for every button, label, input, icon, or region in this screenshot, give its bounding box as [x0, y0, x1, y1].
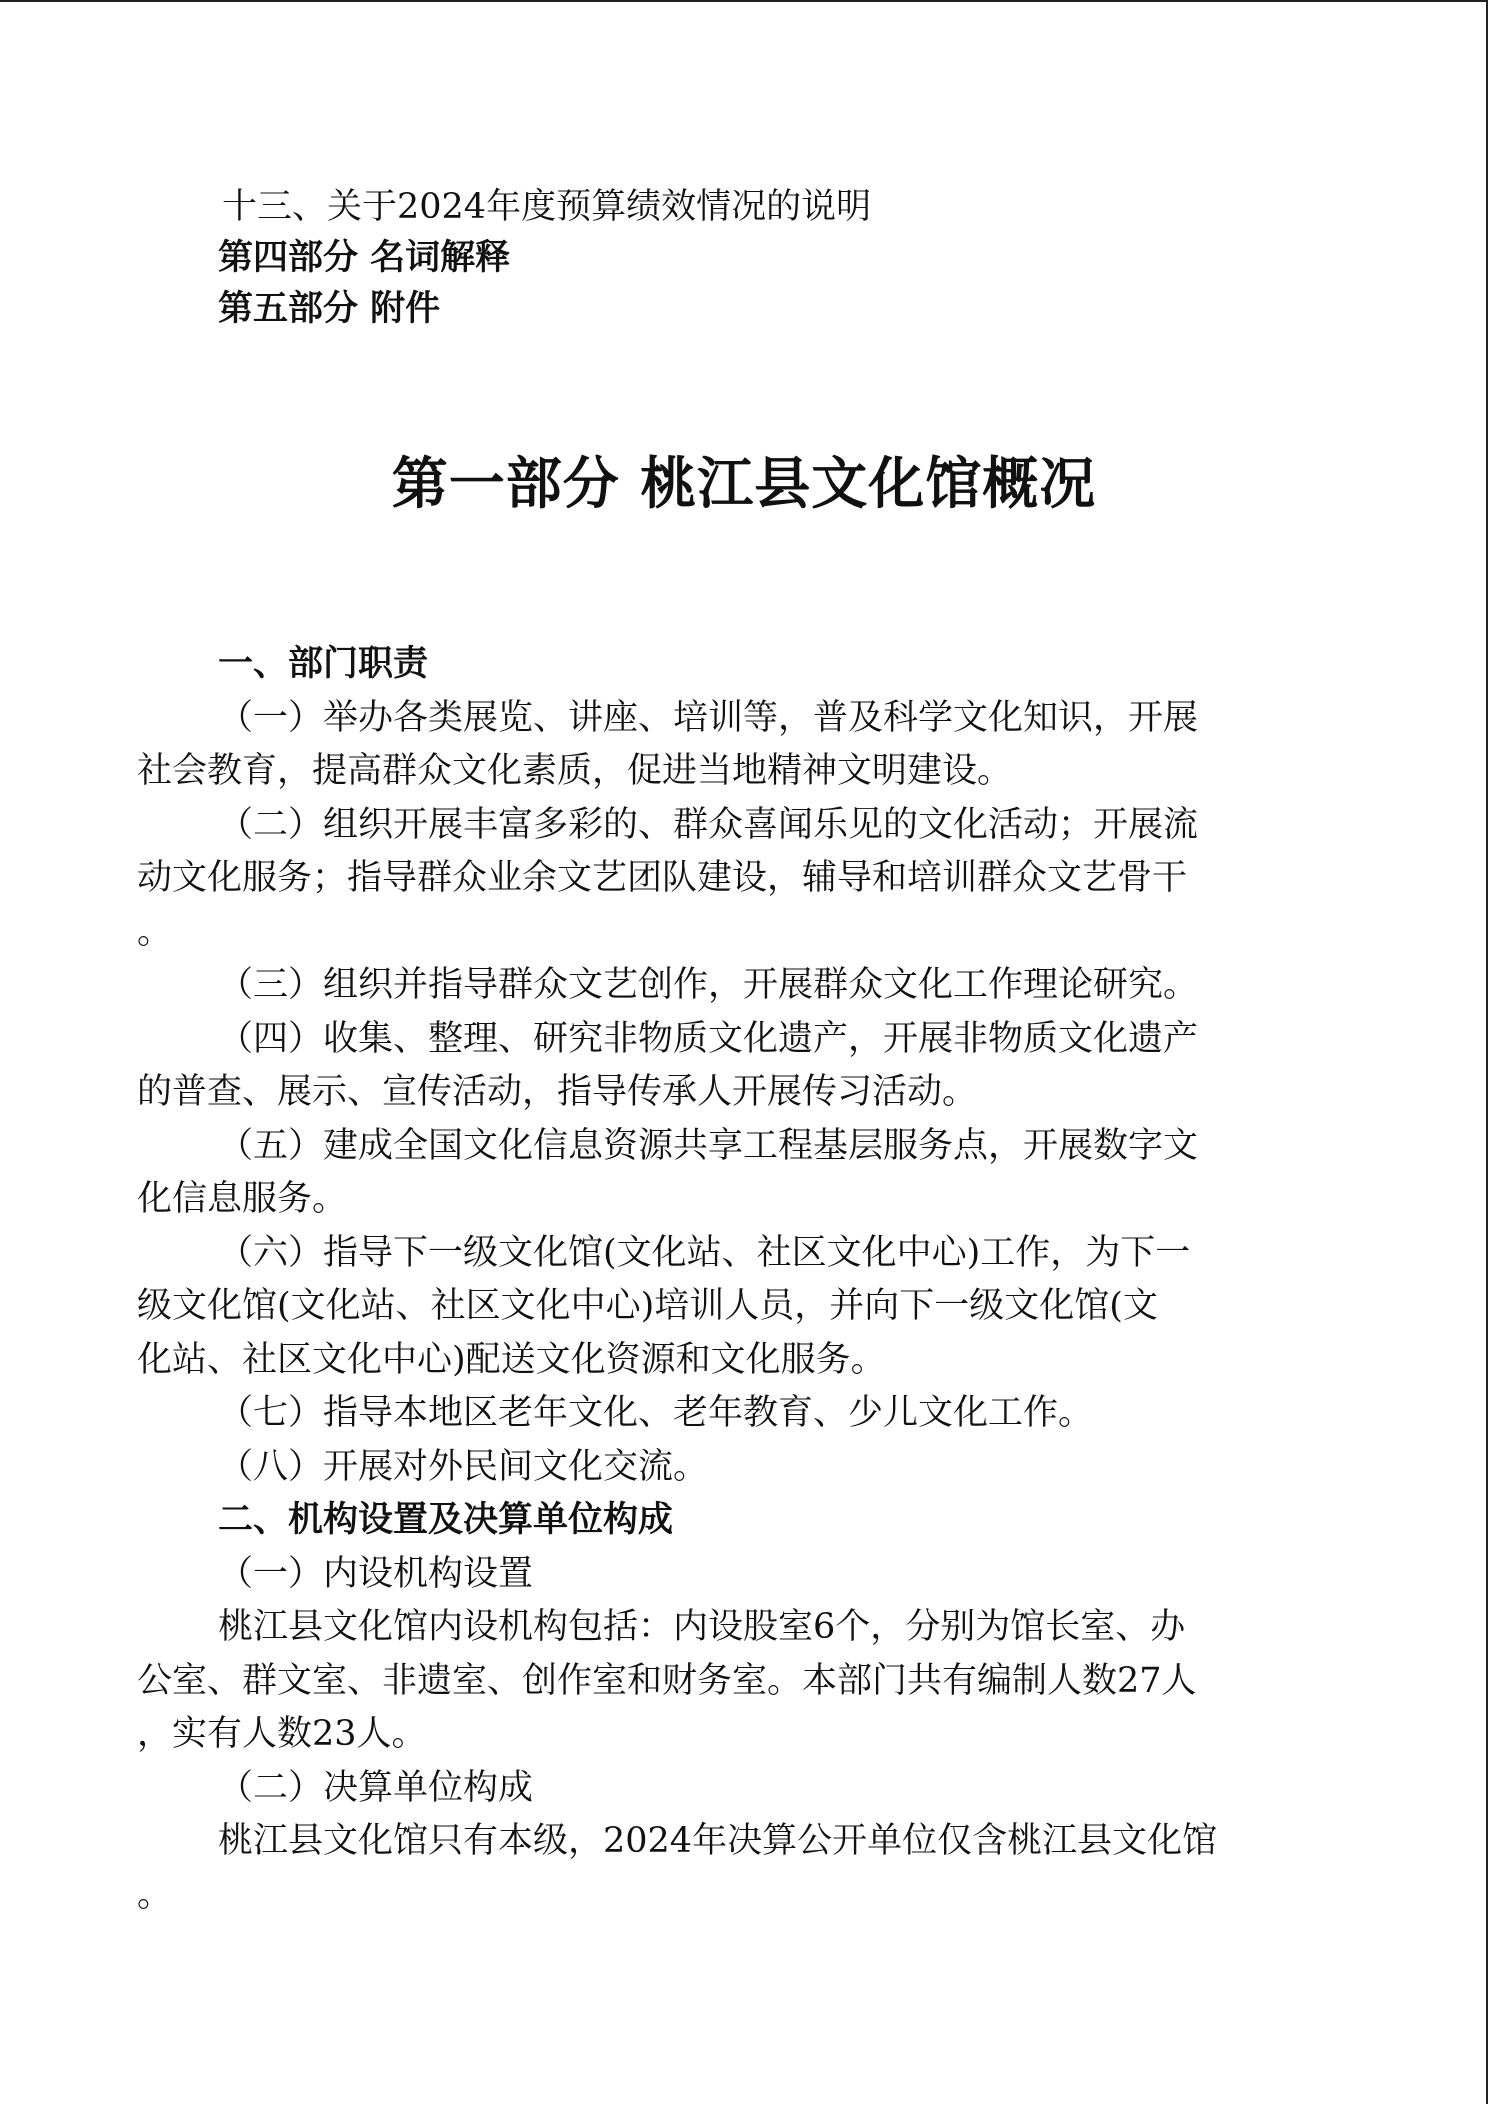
toc-part-5: 第五部分 附件 [218, 289, 441, 329]
paragraph-line: 级文化馆(文化站、社区文化中心)培训人员，并向下一级文化馆(文 [137, 1286, 1158, 1326]
paragraph-line: 的普查、展示、宣传活动，指导传承人开展传习活动。 [137, 1072, 978, 1112]
part-title: 第一部分 桃江县文化馆概况 [391, 452, 1097, 517]
paragraph-line: 。 [137, 911, 173, 952]
paragraph-line: 公室、群文室、非遗室、创作室和财务室。本部门共有编制人数27人 [137, 1660, 1197, 1701]
paragraph-line: （五）建成全国文化信息资源共享工程基层服务点，开展数字文 [218, 1125, 1199, 1166]
paragraph-line: （二）组织开展丰富多彩的、群众喜闻乐见的文化活动；开展流 [218, 804, 1199, 845]
paragraph-line: （七）指导本地区老年文化、老年教育、少儿文化工作。 [218, 1393, 1094, 1433]
paragraph-line: ，实有人数23人。 [137, 1714, 427, 1754]
paragraph-line: 化信息服务。 [137, 1179, 348, 1219]
page-top-border [0, 0, 1488, 2]
paragraph-line: （一）内设机构设置 [218, 1553, 534, 1594]
paragraph-line: 桃江县文化馆只有本级，2024年决算公开单位仅含桃江县文化馆 [218, 1821, 1218, 1861]
section-heading-organization: 二、机构设置及决算单位构成 [218, 1500, 674, 1540]
paragraph-line: （一）举办各类展览、讲座、培训等，普及科学文化知识，开展 [218, 697, 1199, 738]
document-body [137, 638, 1337, 1922]
paragraph-line: 化站、社区文化中心)配送文化资源和文化服务。 [137, 1339, 886, 1380]
paragraph-line: （六）指导下一级文化馆(文化站、社区文化中心)工作，为下一 [218, 1232, 1191, 1273]
paragraph-line: （四）收集、整理、研究非物质文化遗产，开展非物质文化遗产 [218, 1018, 1199, 1059]
paragraph-line: 动文化服务；指导群众业余文艺团队建设，辅导和培训群众文艺骨干 [137, 858, 1188, 898]
section-heading-duties: 一、部门职责 [218, 644, 429, 684]
table-of-contents [218, 182, 871, 335]
paragraph-line: （二）决算单位构成 [218, 1767, 534, 1808]
paragraph-line: （三）组织并指导群众文艺创作，开展群众文化工作理论研究。 [218, 965, 1199, 1005]
toc-item-13: 十三、关于2024年度预算绩效情况的说明 [222, 187, 872, 227]
toc-part-4: 第四部分 名词解释 [218, 238, 511, 278]
paragraph-line: （八）开展对外民间文化交流。 [218, 1446, 709, 1487]
paragraph-line: 。 [137, 1874, 173, 1915]
paragraph-line: 社会教育，提高群众文化素质，促进当地精神文明建设。 [137, 751, 1013, 791]
paragraph-line: 桃江县文化馆内设机构包括：内设股室6个，分别为馆长室、办 [218, 1607, 1186, 1647]
